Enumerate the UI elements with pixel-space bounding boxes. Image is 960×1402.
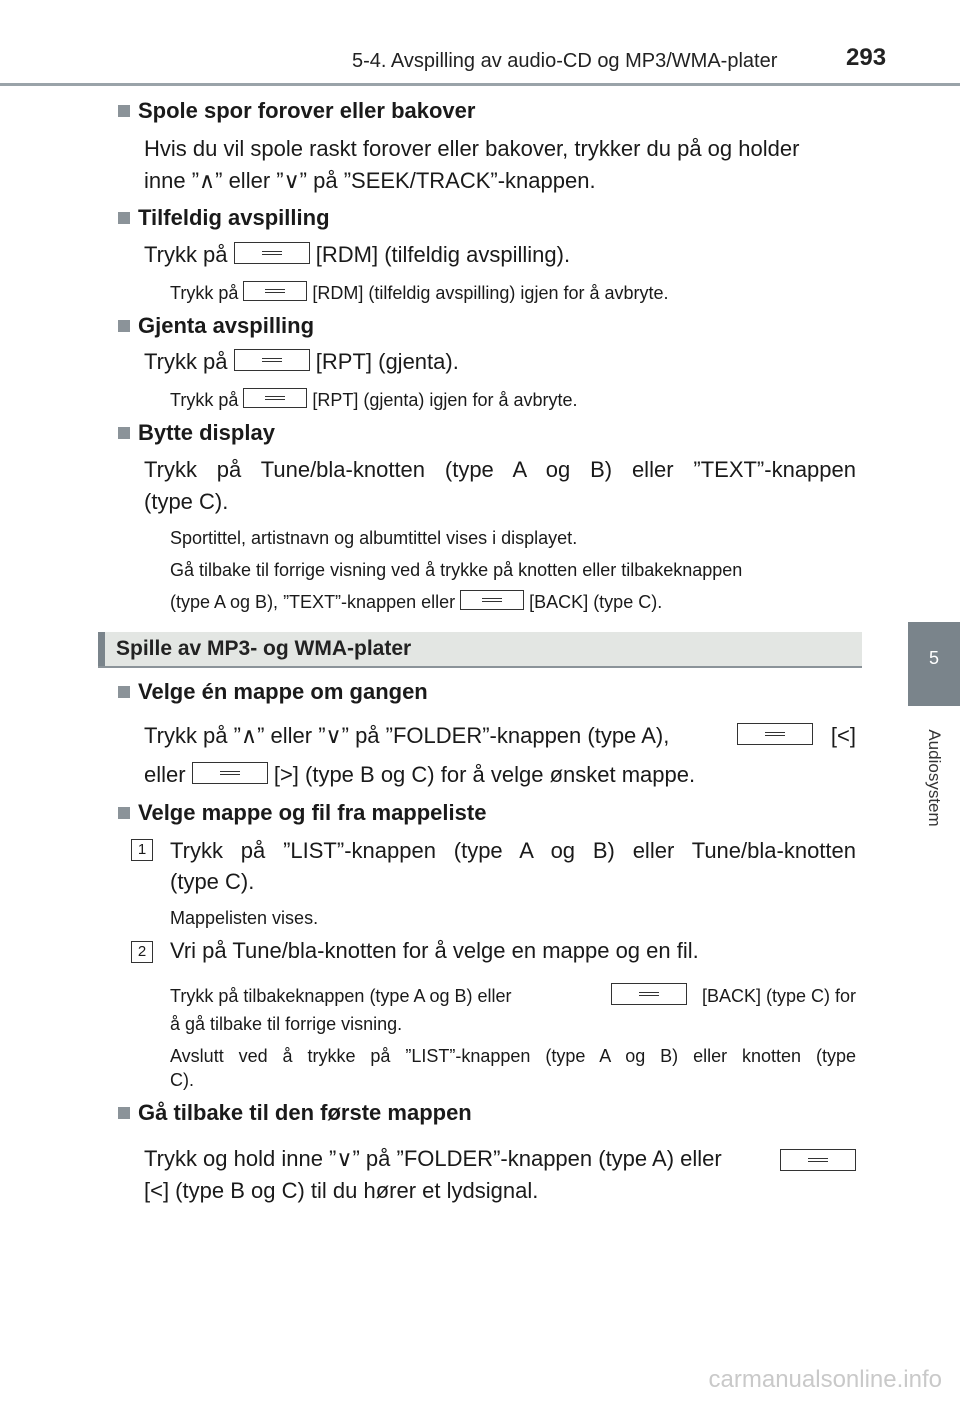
repeat-line: Trykk på [RPT] (gjenta). bbox=[144, 349, 459, 374]
folder-line2: eller [>] (type B og C) for å velge ønsket mappe. bbox=[144, 762, 696, 787]
prev-folder-button-icon bbox=[780, 1149, 856, 1171]
heading-first-folder: Gå tilbake til den første mappen bbox=[118, 1100, 472, 1126]
square-bullet-icon bbox=[118, 427, 130, 439]
square-bullet-icon bbox=[118, 686, 130, 698]
random-note: Trykk på [RDM] (tilfeldig avspilling) igjen for å avbryte. bbox=[170, 283, 669, 303]
list-note2-line1: Avslutt ved å trykke på ”LIST”-knappen (type A og B) eller knotten (type bbox=[170, 1046, 856, 1066]
prev-folder-button-icon bbox=[737, 723, 813, 745]
display-note1: Sportittel, artistnavn og albumtittel vises i displayet. bbox=[170, 528, 578, 548]
step1-line2: (type C). bbox=[170, 869, 255, 894]
display-note3: (type A og B), ”TEXT”-knappen eller [BACK] (type C). bbox=[170, 592, 663, 612]
chapter-tab-label: Audiosystem bbox=[925, 729, 944, 827]
display-line2: (type C). bbox=[144, 489, 229, 514]
section-rule bbox=[98, 666, 862, 668]
watermark: carmanualsonline.info bbox=[708, 1366, 942, 1393]
square-bullet-icon bbox=[118, 807, 130, 819]
step1-line1: Trykk på ”LIST”-knappen (type A og B) eller Tune/bla-knotten bbox=[170, 838, 856, 863]
heading-repeat: Gjenta avspilling bbox=[118, 313, 314, 339]
next-folder-button-icon bbox=[192, 762, 268, 784]
back-button-icon bbox=[460, 590, 524, 610]
heading-list: Velge mappe og fil fra mappeliste bbox=[118, 800, 486, 826]
repeat-button-icon bbox=[243, 388, 307, 408]
display-note2: Gå tilbake til forrige visning ved å trykke på knotten eller tilbakeknappen bbox=[170, 560, 743, 580]
list-note1: Trykk på tilbakeknappen (type A og B) eller [BACK] (type C) for bbox=[170, 982, 856, 1010]
seek-line1: Hvis du vil spole raskt forover eller bakover, trykker du på og holder bbox=[144, 136, 800, 161]
section-title: Spille av MP3- og WMA-plater bbox=[116, 637, 412, 660]
step-2-badge: 2 bbox=[131, 941, 153, 963]
heading-folder: Velge én mappe om gangen bbox=[118, 679, 428, 705]
repeat-note: Trykk på [RPT] (gjenta) igjen for å avbryte. bbox=[170, 390, 578, 410]
step1-note: Mappelisten vises. bbox=[170, 908, 319, 928]
page-number: 293 bbox=[846, 44, 887, 71]
list-note1-line2: å gå tilbake til forrige visning. bbox=[170, 1014, 403, 1034]
header-rule bbox=[0, 83, 960, 86]
random-button-icon bbox=[234, 242, 310, 264]
step-1-badge: 1 bbox=[131, 839, 153, 861]
random-line: Trykk på [RDM] (tilfeldig avspilling). bbox=[144, 242, 571, 267]
square-bullet-icon bbox=[118, 320, 130, 332]
square-bullet-icon bbox=[118, 1107, 130, 1119]
heading-random: Tilfeldig avspilling bbox=[118, 205, 330, 231]
chapter-title: 5-4. Avspilling av audio-CD og MP3/WMA-plater bbox=[352, 50, 778, 72]
first-folder-line1: Trykk og hold inne ”∨” på ”FOLDER”-knappen (type A) eller bbox=[144, 1143, 856, 1175]
random-button-icon bbox=[243, 281, 307, 301]
back-button-icon bbox=[611, 983, 687, 1005]
seek-line2: inne ”∧” eller ”∨” på ”SEEK/TRACK”-knappen. bbox=[144, 168, 596, 193]
display-line1: Trykk på Tune/bla-knotten (type A og B) eller ”TEXT”-knappen bbox=[144, 457, 856, 482]
folder-line1: Trykk på ”∧” eller ”∨” på ”FOLDER”-knappen (type A), [<] bbox=[144, 723, 856, 748]
square-bullet-icon bbox=[118, 212, 130, 224]
step2-line: Vri på Tune/bla-knotten for å velge en mappe og en fil. bbox=[170, 938, 699, 963]
heading-seek: Spole spor forover eller bakover bbox=[118, 98, 475, 124]
square-bullet-icon bbox=[118, 105, 130, 117]
heading-display: Bytte display bbox=[118, 420, 275, 446]
repeat-button-icon bbox=[234, 349, 310, 371]
chapter-tab-number: 5 bbox=[928, 648, 939, 668]
list-note2-line2: C). bbox=[170, 1070, 194, 1090]
first-folder-line2: [<] (type B og C) til du hører et lydsignal. bbox=[144, 1178, 539, 1203]
